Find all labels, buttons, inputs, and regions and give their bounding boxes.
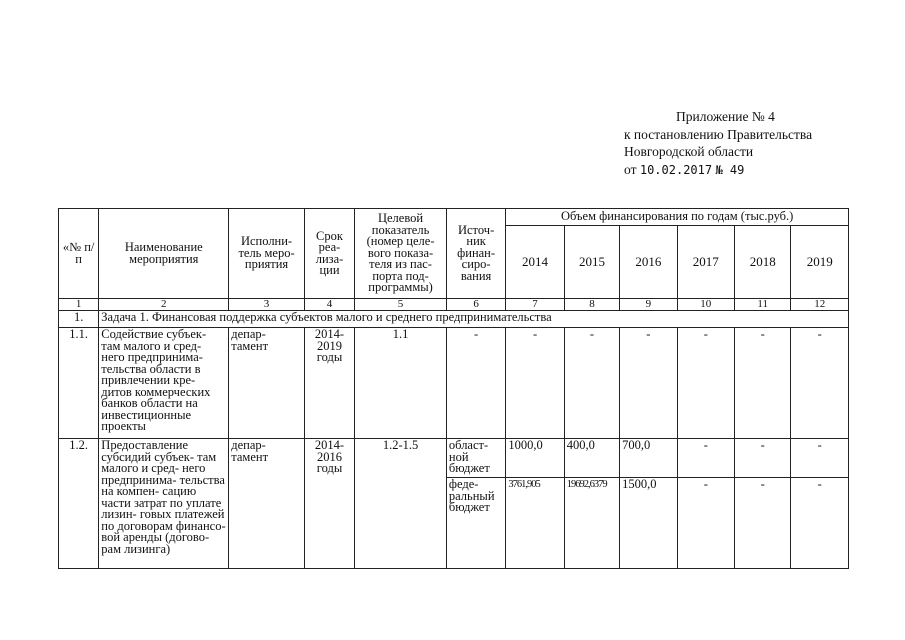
value-2018: - xyxy=(735,328,791,439)
year-header: 2015 xyxy=(564,226,619,299)
appendix-title: Приложение № 4 xyxy=(676,109,775,124)
value-2014: 3761,905 xyxy=(506,478,564,569)
col-header-name: Наименование мероприятия xyxy=(99,209,229,299)
value-2014: - xyxy=(506,328,564,439)
column-number: 2 xyxy=(99,299,229,311)
column-number: 3 xyxy=(229,299,305,311)
row-number: 1.2. xyxy=(59,439,99,569)
financing-table xyxy=(58,208,849,569)
value-2016: 1500,0 xyxy=(620,478,677,569)
task-number: 1. xyxy=(59,311,99,328)
appendix-header xyxy=(624,108,812,179)
column-number: 12 xyxy=(791,299,849,311)
table-row xyxy=(59,439,849,478)
value-2019: - xyxy=(791,478,849,569)
year-header: 2019 xyxy=(791,226,849,299)
decree-number: № 49 xyxy=(715,162,745,177)
column-number: 9 xyxy=(620,299,677,311)
column-number: 10 xyxy=(677,299,734,311)
task-title: Задача 1. Финансовая поддержка субъектов малого и среднего предпринимательства xyxy=(99,311,849,328)
col-header-source: Источ- ник финан- сиро- вания xyxy=(446,209,505,299)
column-number: 4 xyxy=(304,299,354,311)
column-number: 5 xyxy=(355,299,447,311)
value-2017: - xyxy=(677,439,734,478)
term: 2014- 2019 годы xyxy=(304,328,354,439)
executor: депар- тамент xyxy=(229,439,305,569)
activity-name: Предоставление субсидий субъек- там малого и сред- него предпринима- тельства на компен- сацию части затрат по уплате лизин- говых платежей по договорам финансо- вой аренды (догово- рам лизинга) xyxy=(99,439,229,569)
column-number: 8 xyxy=(564,299,619,311)
year-header: 2017 xyxy=(677,226,734,299)
funding-source: феде- ральный бюджет xyxy=(446,478,505,569)
column-number: 7 xyxy=(506,299,564,311)
appendix-date-line xyxy=(624,161,812,180)
year-header: 2018 xyxy=(735,226,791,299)
column-number: 6 xyxy=(446,299,505,311)
value-2018: - xyxy=(735,439,791,478)
date-prefix: от xyxy=(624,161,637,177)
column-number-row xyxy=(59,299,849,311)
decree-date: 10.02.2017 xyxy=(639,162,713,177)
target-indicator: 1.1 xyxy=(355,328,447,439)
task-row xyxy=(59,311,849,328)
value-2016: 700,0 xyxy=(620,439,677,478)
funding-source: област- ной бюджет xyxy=(446,439,505,478)
value-2015: 400,0 xyxy=(564,439,619,478)
value-2014: 1000,0 xyxy=(506,439,564,478)
col-header-volume: Объем финансирования по годам (тыс.руб.) xyxy=(506,209,849,226)
col-header-num: «№ п/п xyxy=(59,209,99,299)
activity-name: Содействие субъек- там малого и сред- него предпринима- тельства области в привлечении кре- дитов коммерческих банков области на инвестиционные проекты xyxy=(99,328,229,439)
term: 2014- 2016 годы xyxy=(304,439,354,569)
header-row xyxy=(59,209,849,226)
appendix-line-2: к постановлению Правительства xyxy=(624,126,813,142)
year-header: 2014 xyxy=(506,226,564,299)
target-indicator: 1.2-1.5 xyxy=(355,439,447,569)
value-2018: - xyxy=(735,478,791,569)
row-number: 1.1. xyxy=(59,328,99,439)
value-2017: - xyxy=(677,478,734,569)
value-2016: - xyxy=(620,328,677,439)
funding-source: - xyxy=(446,328,505,439)
column-number: 11 xyxy=(735,299,791,311)
column-number: 1 xyxy=(59,299,99,311)
year-header: 2016 xyxy=(620,226,677,299)
col-header-target: Целевой показатель (номер целе- вого показа- теля из пас- порта под- программы) xyxy=(355,209,447,299)
value-2019: - xyxy=(791,439,849,478)
value-2015: 19692,6379 xyxy=(564,478,619,569)
value-2017: - xyxy=(677,328,734,439)
value-2015: - xyxy=(564,328,619,439)
col-header-executor: Исполни- тель меро- приятия xyxy=(229,209,305,299)
executor: депар- тамент xyxy=(229,328,305,439)
appendix-line-3: Новгородской области xyxy=(624,144,754,159)
value-2019: - xyxy=(791,328,849,439)
col-header-term: Срок реа- лиза- ции xyxy=(304,209,354,299)
table-row xyxy=(59,328,849,439)
